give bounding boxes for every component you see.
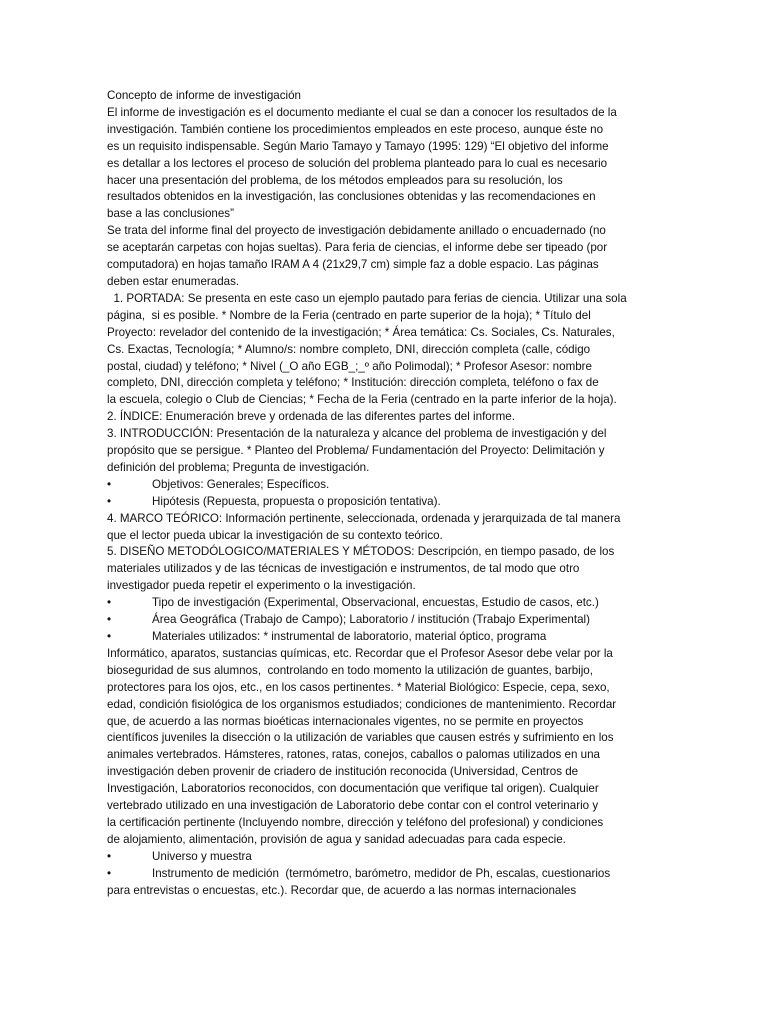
text-line: que, de acuerdo a las normas bioéticas internacionales vigentes, no se permite en proyectos [107,714,584,728]
text-line: que el lector pueda ubicar la investigación de su contexto teórico. [107,528,443,542]
text-line: 3. INTRODUCCIÓN: Presentación de la naturaleza y alcance del problema de investigación y del [107,427,607,441]
text-line: 4. MARCO TEÓRICO: Información pertinente, seleccionada, ordenada y jerarquizada de tal manera [107,511,621,525]
bullet-mark: • [107,477,112,491]
paragraph-materials [107,646,668,849]
text-line: científicos juveniles la disección o la utilización de variables que causen estrés y sufrimiento en los [107,731,614,745]
text-line: investigación deben provenir de criadero de institución reconocida (Universidad, Centros de [107,765,579,779]
text-line: 5. DISEÑO METODÓLOGICO/MATERIALES Y MÉTODOS: Descripción, en tiempo pasado, de los [107,545,615,559]
bullet-mark: • [107,849,112,863]
text-line: 2. ÍNDICE: Enumeración breve y ordenada de las diferentes partes del informe. [107,410,515,424]
text-line: Investigación, Laboratorios reconocidos, con documentación que verifique tal origen). Cualquier [107,782,599,796]
text-line: investigador pueda repetir el experimento o la investigación. [107,579,416,593]
bullet-item [107,595,668,612]
bullet-item [107,629,668,646]
text-line: propósito que se persigue. * Planteo del Problema/ Fundamentación del Proyecto: Delimitación y [107,444,605,458]
bullet-text: Universo y muestra [152,849,252,863]
text-line: para entrevistas o encuestas, etc.). Recordar que, de acuerdo a las normas internacionales [107,883,577,897]
bullet-text: Instrumento de medición (termómetro, barómetro, medidor de Ph, escalas, cuestionarios [152,866,611,880]
bullet-item [107,849,668,866]
text-line: es detallar a los lectores el proceso de solución del problema planteado para lo cual es necesario [107,156,608,170]
text-line: Cs. Exactas, Tecnología; * Alumno/s: nombre completo, DNI, dirección completa (calle, código [107,342,591,356]
text-line: deben estar enumeradas. [107,274,240,288]
bullet-item [107,477,668,494]
text-line: animales vertebrados. Hámsteres, ratones, ratas, conejos, caballos o palomas utilizados en una [107,748,600,762]
text-line: es un requisito indispensable. Según Mario Tamayo y Tamayo (1995: 129) “El objetivo del informe [107,139,609,153]
paragraph-instruments [107,883,668,900]
section-portada-indice-introduccion [107,291,668,477]
text-line: vertebrado utilizado en una investigación de Laboratorio debe contar con el control veterinario y [107,799,599,813]
text-line: hacer una presentación del problema, de los métodos empleados para su resolución, los [107,173,563,187]
text-line: resultados obtenidos en la investigación, las conclusiones obtenidas y las recomendaciones en [107,190,596,204]
bullet-mark: • [107,613,112,627]
section-marco-diseno [107,511,668,596]
paragraph-definition [107,105,668,223]
bullet-text: Objetivos: Generales; Específicos. [152,477,330,491]
paragraph-final-report [107,223,668,291]
text-line: investigación. También contiene los procedimientos empleados en este proceso, aunque éste no [107,122,604,136]
text-line: la certificación pertinente (Incluyendo nombre, dirección y teléfono del profesional) y condiciones [107,815,604,829]
bullet-item [107,612,668,629]
text-line: la escuela, colegio o Club de Ciencias; * Fecha de la Feria (centrado en la parte inferior de la hoja). [107,393,617,407]
text-line: Informático, aparatos, sustancias químicas, etc. Recordar que el Profesor Asesor debe velar por la [107,646,613,660]
text-line: base a las conclusiones” [107,207,234,221]
bullet-mark: • [107,596,112,610]
text-line: definición del problema; Pregunta de investigación. [107,460,370,474]
text-line: Se trata del informe final del proyecto de investigación debidamente anillado o encuadernado (no [107,224,606,238]
text-line: computadora) en hojas tamaño IRAM A 4 (21x29,7 cm) simple faz a doble espacio. Las páginas [107,258,599,272]
text-line: postal, ciudad) y teléfono; * Nivel (_O año EGB_;_º año Polimodal); * Profesor Asesor: nombre [107,359,592,373]
bullet-text: Área Geográfica (Trabajo de Campo); Laboratorio / institución (Trabajo Experimental) [152,613,590,627]
text-line: edad, condición fisiológica de los organismos estudiados; condiciones de mantenimiento. Recordar [107,697,617,711]
text-line: protectores para los ojos, etc., en los casos pertinentes. * Material Biológico: Especie, cepa, sexo, [107,680,610,694]
text-line: materiales utilizados y de las técnicas de investigación e instrumentos, de tal modo que otro [107,562,580,576]
bullet-mark: • [107,866,112,880]
bullet-item [107,494,668,511]
bullet-text: Materiales utilizados: * instrumental de laboratorio, material óptico, programa [152,630,547,643]
text-line: página, si es posible. * Nombre de la Feria (centrado en parte superior de la hoja); * Título del [107,308,591,322]
bullet-mark: • [107,630,112,643]
text-line: de alojamiento, alimentación, provisión de agua y sanidad adecuadas para cada especie. [107,832,566,846]
text-line: 1. PORTADA: Se presenta en este caso un ejemplo pautado para ferias de ciencia. Utilizar una sola [107,291,627,305]
bullet-text: Hipótesis (Repuesta, propuesta o proposición tentativa). [152,494,441,508]
bullet-item [107,866,668,883]
text-line: El informe de investigación es el documento mediante el cual se dan a conocer los resultados de la [107,105,617,119]
text-line: Proyecto: revelador del contenido de la investigación; * Área temática: Cs. Sociales, Cs. Naturales, [107,325,615,339]
text-line: bioseguridad de sus alumnos, controlando en todo momento la utilización de guantes, barbijo, [107,663,593,677]
bullet-mark: • [107,494,112,508]
text-line: completo, DNI, dirección completa y teléfono; * Institución: dirección completa, teléfono o fax de [107,376,599,390]
document-title: Concepto de informe de investigación [107,89,301,102]
text-line: se aceptarán carpetas con hojas sueltas). Para feria de ciencias, el informe debe ser tipeado (por [107,241,608,255]
bullet-text: Tipo de investigación (Experimental, Observacional, encuestas, Estudio de casos, etc.) [152,596,599,610]
